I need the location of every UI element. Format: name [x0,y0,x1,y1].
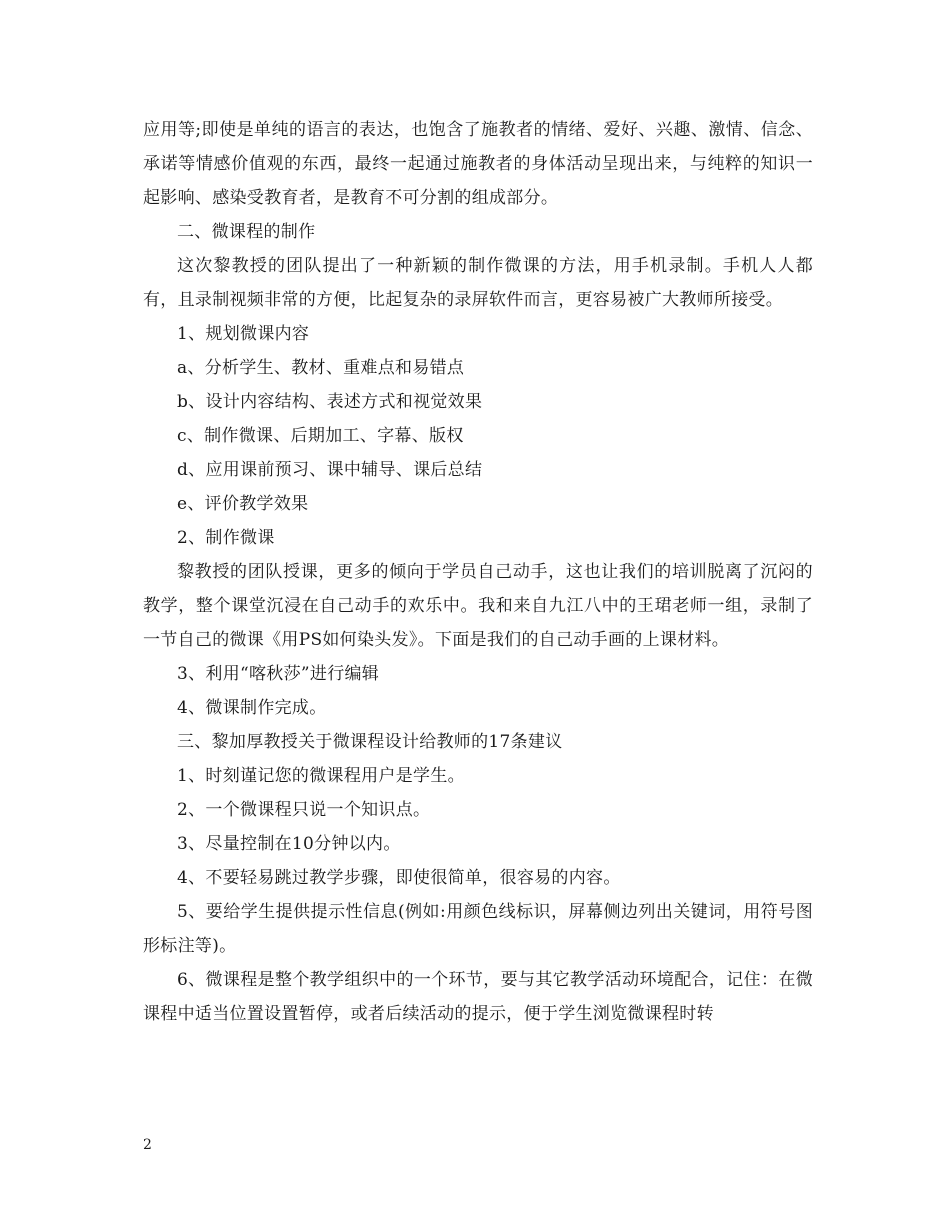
list-item: a、分析学生、教材、重难点和易错点 [177,358,465,378]
list-item: 2、制作微课 [177,528,275,548]
list-item: 6、微课程是整个教学组织中的一个环节，要与其它教学活动环境配合，记住：在微课程中适当位置设置暂停，或者后续活动的提示，便于学生浏览微课程时转 [143,970,813,1024]
list-item: 2、一个微课程只说一个知识点。 [177,800,431,820]
section-heading: 二、微课程的制作 [177,222,316,242]
list-item: 3、利用“喀秋莎”进行编辑 [177,664,380,684]
list-item: 4、微课制作完成。 [177,698,327,718]
list-item: 3、尽量控制在10分钟以内。 [177,834,401,854]
list-item: 5、要给学生提供提示性信息(例如:用颜色线标识，屏幕侧边列出关键词，用符号图形标注等)。 [143,902,813,956]
list-item: d、应用课前预习、课中辅导、课后总结 [177,460,483,480]
section-heading: 三、黎加厚教授关于微课程设计给教师的17条建议 [177,732,563,752]
list-item: 4、不要轻易跳过教学步骤，即使很简单，很容易的内容。 [177,868,621,888]
page-number: 2 [143,1137,152,1153]
list-item: b、设计内容结构、表述方式和视觉效果 [177,392,483,412]
list-item: 1、规划微课内容 [177,324,310,344]
paragraph: 应用等;即使是单纯的语言的表达，也饱含了施教者的情绪、爱好、兴趣、激情、信念、承诺等情感价值观的东西，最终一起通过施教者的身体活动呈现出来，与纯粹的知识一起影响、感染受教育者，是教育不可分割的组成部分。 [143,120,813,208]
list-item: e、评价教学效果 [177,494,309,514]
paragraph: 这次黎教授的团队提出了一种新颖的制作微课的方法，用手机录制。手机人人都有，且录制视频非常的方便，比起复杂的录屏软件而言，更容易被广大教师所接受。 [143,256,813,310]
list-item: c、制作微课、后期加工、字幕、版权 [177,426,464,446]
paragraph: 黎教授的团队授课，更多的倾向于学员自己动手，这也让我们的培训脱离了沉闷的教学，整个课堂沉浸在自己动手的欢乐中。我和来自九江八中的王珺老师一组，录制了一节自己的微课《用PS如何染头发》。下面是我们的自己动手画的上课材料。 [143,562,813,650]
document-body [143,113,813,1031]
list-item: 1、时刻谨记您的微课程用户是学生。 [177,766,465,786]
